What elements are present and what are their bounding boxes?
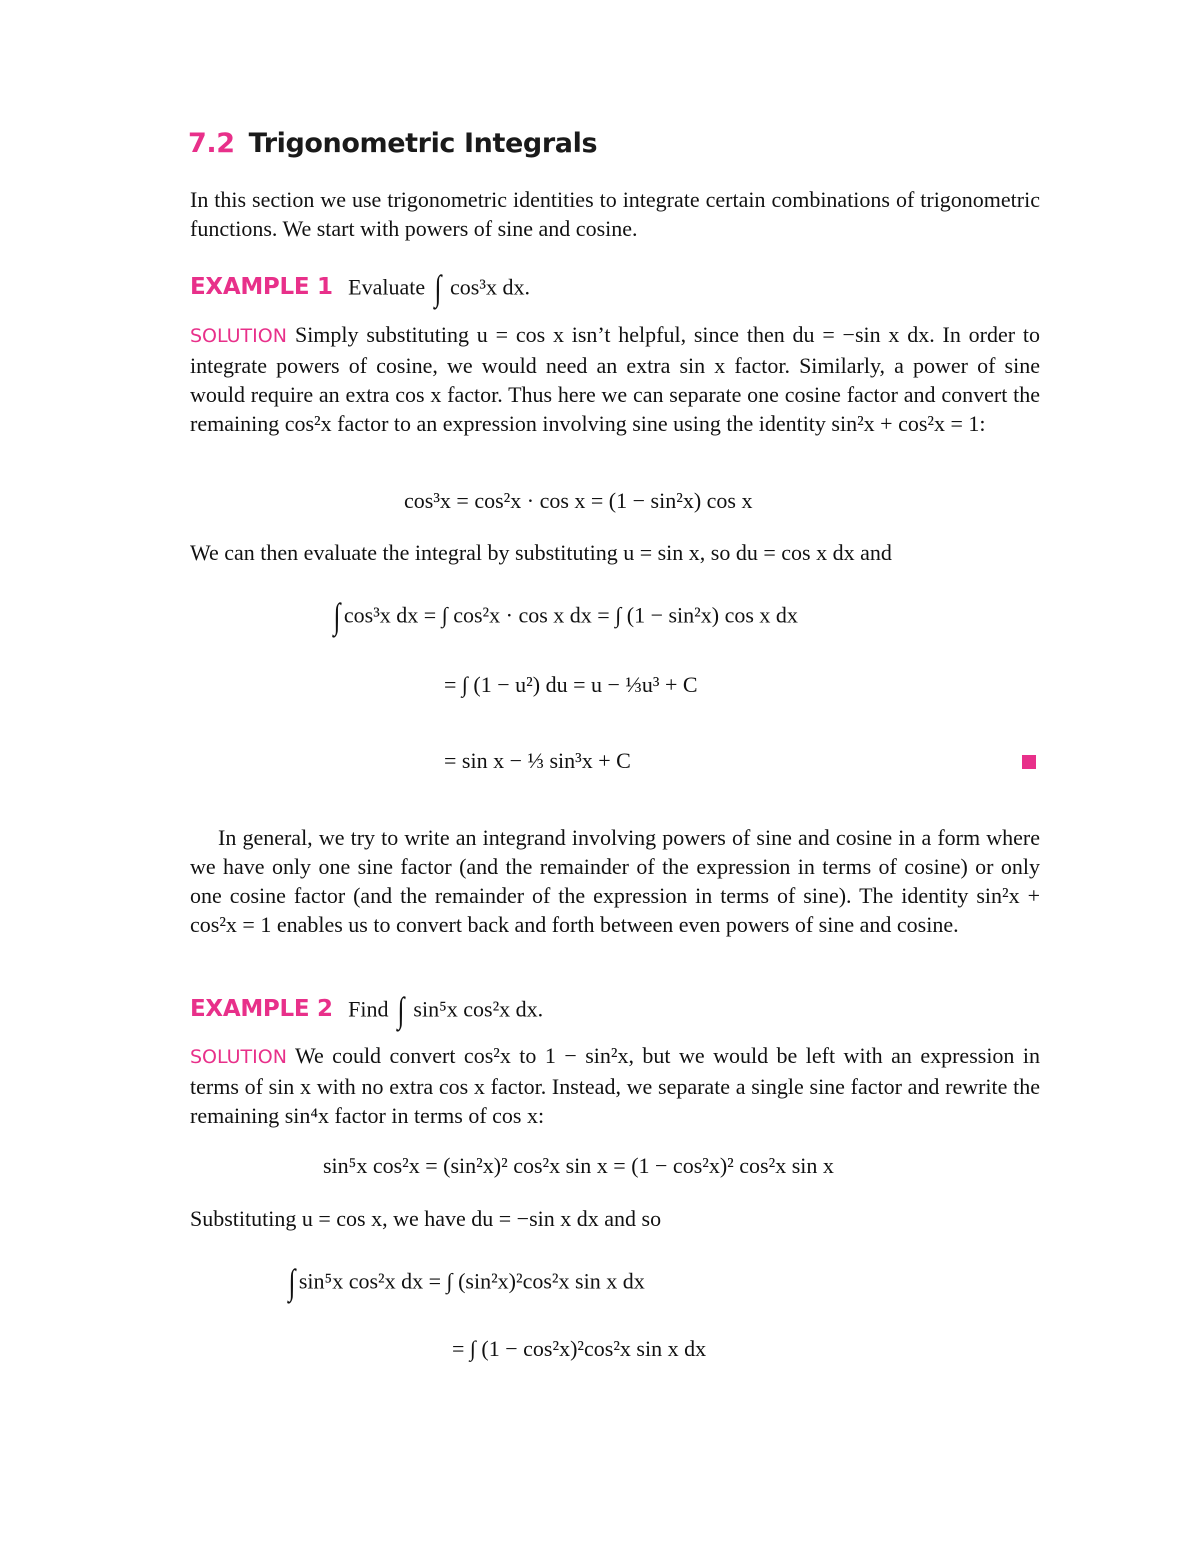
- example-2-substitution-text: Substituting u = cos x, we have du = −sin x dx and so: [190, 1206, 662, 1231]
- example-1-solution-text: Simply substituting u = cos x isn’t helpful, since then du = −sin x dx. In order to integrate powers of cosine, we would need an extra sin x factor. Similarly, a power of sine would require an extra cos x factor. Thus here we can separate one cosine factor and convert the remaining cos²x factor to an expression involving sine using the identity sin²x + cos²x = 1:: [190, 322, 1040, 436]
- integral-sign-icon: ∫: [288, 1262, 296, 1302]
- example-2-equation-line-1: [285, 1264, 645, 1300]
- example-2-equation-line-1-text: sin⁵x cos²x dx = ∫ (sin²x)²cos²x sin x dx: [298, 1268, 645, 1294]
- section-title: Trigonometric Integrals: [248, 128, 598, 159]
- example-1-label: EXAMPLE 1: [190, 274, 333, 301]
- example-1-solution-label: SOLUTION: [190, 325, 287, 347]
- section-heading: [188, 128, 597, 159]
- example-1-prompt: Evaluate: [348, 274, 426, 300]
- example-2-solution-label: SOLUTION: [190, 1046, 287, 1068]
- example-2-prompt: Find: [348, 996, 389, 1022]
- general-paragraph: In general, we try to write an integrand involving powers of sine and cosine in a form where we have only one sine factor (and the remainder of the expression in terms of cosine) or only one cosine factor (and the remainder of the expression in terms of sine). The identity sin²x + cos²x = 1 enables us to convert back and forth between even powers of sine and cosine.: [190, 825, 1040, 937]
- integral-sign-icon: ∫: [434, 268, 442, 308]
- example-2-header: [190, 992, 543, 1028]
- example-1-header: [190, 270, 530, 306]
- example-2-equation-line-2: = ∫ (1 − cos²x)²cos²x sin x dx: [452, 1336, 707, 1361]
- example-2-identity: sin⁵x cos²x = (sin²x)² cos²x sin x = (1 − cos²x)² cos²x sin x: [323, 1153, 834, 1178]
- section-number: 7.2: [188, 128, 235, 159]
- example-1-equation-line-1: [330, 598, 798, 634]
- integral-sign-icon: ∫: [333, 596, 341, 636]
- example-1-substitution-text: We can then evaluate the integral by substituting u = sin x, so du = cos x dx and: [190, 540, 892, 565]
- integral-sign-icon: ∫: [397, 990, 405, 1030]
- example-2-solution: [190, 1041, 1040, 1130]
- example-1-identity: cos³x = cos²x · cos x = (1 − sin²x) cos x: [404, 488, 753, 513]
- end-of-example-square-icon: [1022, 755, 1036, 769]
- example-1-integrand: cos³x dx.: [450, 274, 530, 300]
- intro-paragraph: In this section we use trigonometric identities to integrate certain combinations of trigonometric functions. We start with powers of sine and cosine.: [190, 187, 1040, 241]
- example-2-label: EXAMPLE 2: [190, 996, 333, 1023]
- example-1-equation-line-2: = ∫ (1 − u²) du = u − ⅓u³ + C: [444, 672, 698, 697]
- example-1-equation-line-1-text: cos³x dx = ∫ cos²x · cos x dx = ∫ (1 − sin²x) cos x dx: [343, 602, 798, 628]
- example-1-solution: [190, 320, 1040, 438]
- example-1-equation-line-3: = sin x − ⅓ sin³x + C: [444, 748, 631, 773]
- example-2-integrand: sin⁵x cos²x dx.: [413, 996, 544, 1022]
- example-2-solution-text: We could convert cos²x to 1 − sin²x, but we would be left with an expression in terms of sin x with no extra cos x factor. Instead, we separate a single sine factor and rewrite the remaining sin⁴x factor in terms of cos x:: [190, 1043, 1040, 1128]
